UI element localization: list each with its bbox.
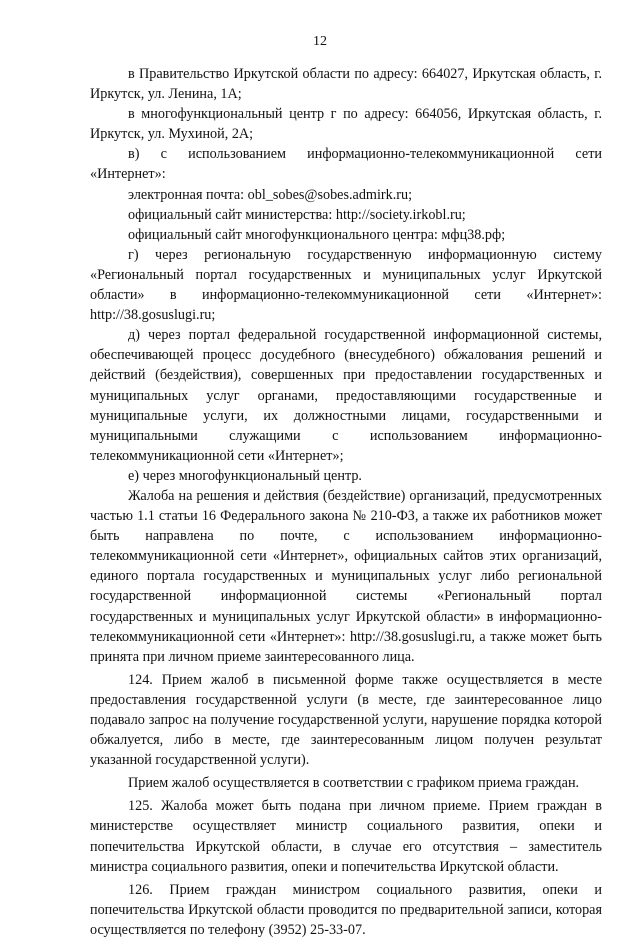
paragraph: 124. Прием жалоб в письменной форме также осуществляется в месте предоставления государственной услуги (в месте, где заинтересованное лицо подавало запрос на получение государственной услуги, нарушение порядка которой обжалуется, либо в месте, где заинтересованным лицом получен результат указанной государственной услуги). — [90, 671, 602, 769]
document-body — [90, 64, 602, 940]
paragraph: г) через региональную государственную информационную систему «Региональный портал государственных и муниципальных услуг Иркутской области» в информационно-телекоммуникационной сети «Интернет»: http://38.gosuslugi.ru; — [90, 246, 602, 324]
paragraph: электронная почта: obl_sobes@sobes.admirk.ru; — [128, 186, 413, 203]
paragraph: Жалоба на решения и действия (бездействие) организаций, предусмотренных частью 1.1 статьи 16 Федерального закона № 210-ФЗ, а также их работников может быть направлена по почте, с использованием информационно-телекоммуникационной сети «Интернет», официальных сайтов этих организаций, единого портала государственных и муниципальных услуг либо региональной государственной информационной системы «Региональный портал государственных и муниципальных услуг Иркутской области» в информационно-телекоммуникационной сети «Интернет»: http://38.gosuslugi.ru, а также может быть принята при личном приеме заинтересованного лица. — [90, 487, 602, 665]
paragraph: д) через портал федеральной государственной информационной системы, обеспечивающей процесс досудебного (внесудебного) обжалования решений и действий (бездействия), совершенных при предоставлении государственных и муниципальных услуг органами, предоставляющими государственные и муниципальные услуги, их должностными лицами, государственными и муниципальными служащими с использованием информационно-телекоммуникационной сети «Интернет»; — [90, 327, 602, 464]
paragraph: официальный сайт министерства: http://society.irkobl.ru; — [128, 206, 466, 223]
paragraph: официальный сайт многофункционального центра: мфц38.рф; — [128, 226, 506, 243]
paragraph: в) с использованием информационно-телекоммуникационной сети «Интернет»: — [90, 146, 602, 183]
paragraph: в Правительство Иркутской области по адресу: 664027, Иркутская область, г. Иркутск, ул. Ленина, 1А; — [90, 66, 602, 103]
paragraph: Прием жалоб осуществляется в соответствии с графиком приема граждан. — [128, 775, 580, 792]
paragraph: в многофункциональный центр г по адресу: 664056, Иркутская область, г. Иркутск, ул. Мухиной, 2А; — [90, 106, 602, 143]
paragraph: 126. Прием граждан министром социального развития, опеки и попечительства Иркутской области проводится по предварительной записи, которая осуществляется по телефону (3952) 25-33-07. — [90, 881, 602, 938]
paragraph: е) через многофункциональный центр. — [128, 467, 362, 484]
paragraph: 125. Жалоба может быть подана при личном приеме. Прием граждан в министерстве осуществляет министр социального развития, опеки и попечительства Иркутской области, в случае его отсутствия – заместитель министра социального развития, опеки и попечительства Иркутской области. — [90, 798, 602, 875]
page-number: 12 — [313, 34, 327, 49]
